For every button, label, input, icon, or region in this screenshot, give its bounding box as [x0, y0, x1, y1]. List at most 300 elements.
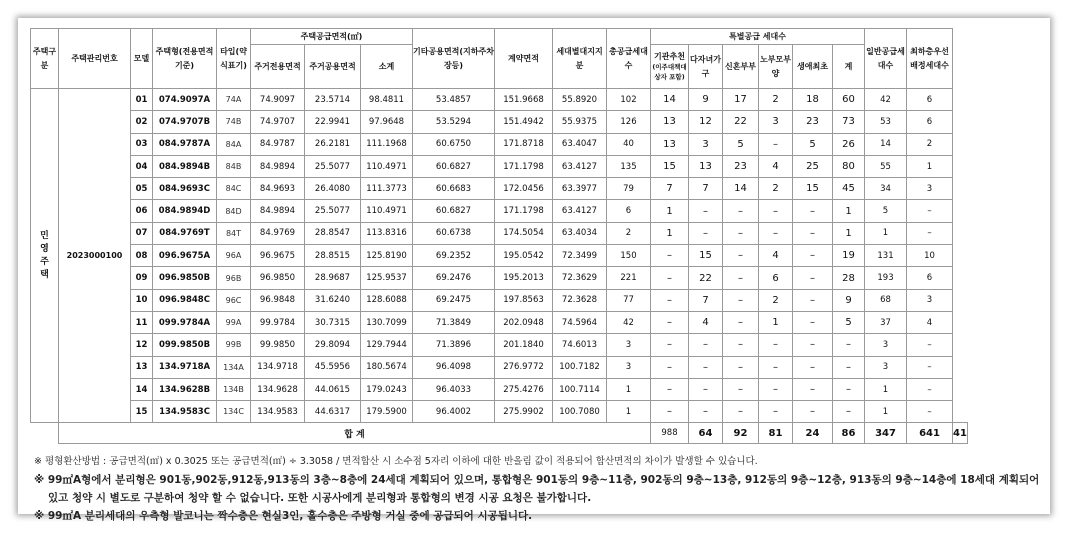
elderly-cell: 6 [759, 267, 793, 289]
document-frame [18, 18, 1050, 522]
header-model: 모델 [131, 29, 153, 89]
institution-cell: – [651, 267, 689, 289]
subtotal-cell: 97.9648 [361, 111, 413, 133]
elderly-cell: – [759, 356, 793, 378]
first-life-cell: 18 [793, 89, 833, 111]
common-area-cell: 26.2181 [305, 133, 361, 155]
subtotal-cell: 179.5900 [361, 401, 413, 423]
housing-type-cell: 084.9894D [153, 200, 217, 222]
housing-category-cell [31, 89, 59, 423]
common-area-cell: 23.5714 [305, 89, 361, 111]
contract-area-cell: 276.9772 [495, 356, 553, 378]
housing-type-cell: 096.9850B [153, 267, 217, 289]
newlywed-cell: – [723, 289, 759, 311]
multichild-cell: – [689, 222, 723, 244]
institution-cell: – [651, 289, 689, 311]
housing-type-cell: 074.9707B [153, 111, 217, 133]
newlywed-cell: 5 [723, 133, 759, 155]
elderly-cell: – [759, 200, 793, 222]
private-area-cell: 74.9097 [251, 89, 305, 111]
housing-type-cell: 096.9848C [153, 289, 217, 311]
elderly-cell: 4 [759, 245, 793, 267]
model-cell: 02 [131, 111, 153, 133]
note-area-conversion: ※ 평형환산방법 : 공급면적(㎡) x 0.3025 또는 공급면적(㎡) ÷ 3.3058 / 면적합산 시 소수점 5자리 이하에 대한 반올림 값이 적용되어 합산면적의 차이가 발생할 수 있습니다. [34, 456, 758, 467]
subtotal-cell: 98.4811 [361, 89, 413, 111]
footnotes [34, 453, 1044, 522]
other-common-cell: 69.2476 [413, 267, 495, 289]
general-supply-cell: 3 [865, 334, 907, 356]
private-area-cell: 134.9718 [251, 356, 305, 378]
land-share-cell: 63.4127 [553, 155, 607, 177]
common-area-cell: 28.9687 [305, 267, 361, 289]
subtotal-cell: 125.9537 [361, 267, 413, 289]
private-area-cell: 99.9784 [251, 311, 305, 333]
private-area-cell: 84.9894 [251, 200, 305, 222]
model-cell: 13 [131, 356, 153, 378]
total-units-cell: 3 [607, 356, 651, 378]
model-cell: 08 [131, 245, 153, 267]
lowest-floor-cell: 4 [907, 311, 953, 333]
type-abbr-cell: 84B [217, 155, 251, 177]
first-life-cell: – [793, 222, 833, 244]
housing-type-cell: 084.9894B [153, 155, 217, 177]
lowest-floor-cell: 1 [907, 155, 953, 177]
newlywed-cell: – [723, 267, 759, 289]
special-sum-cell: 73 [833, 111, 865, 133]
header-housing-type: 주택형(전용면적기준) [153, 29, 217, 89]
table-row [31, 289, 968, 311]
newlywed-cell: – [723, 222, 759, 244]
model-cell: 03 [131, 133, 153, 155]
housing-type-cell: 099.9784A [153, 311, 217, 333]
private-area-cell: 84.9769 [251, 222, 305, 244]
institution-cell: 7 [651, 178, 689, 200]
subtotal-cell: 130.7099 [361, 311, 413, 333]
lowest-floor-cell: – [907, 200, 953, 222]
newlywed-cell: 23 [723, 155, 759, 177]
other-common-cell: 69.2475 [413, 289, 495, 311]
type-abbr-cell: 99A [217, 311, 251, 333]
total-newlywed: 81 [759, 423, 793, 444]
other-common-cell: 96.4098 [413, 356, 495, 378]
common-area-cell: 29.8094 [305, 334, 361, 356]
table-row [31, 401, 968, 423]
land-share-cell: 63.4127 [553, 200, 607, 222]
header-multichild: 다자녀가구 [689, 45, 723, 89]
multichild-cell: 22 [689, 267, 723, 289]
total-units-cell: 150 [607, 245, 651, 267]
land-share-cell: 55.9375 [553, 111, 607, 133]
total-units-cell: 40 [607, 133, 651, 155]
lowest-floor-cell: 3 [907, 289, 953, 311]
general-supply-cell: 55 [865, 155, 907, 177]
institution-cell: – [651, 378, 689, 400]
newlywed-cell: 17 [723, 89, 759, 111]
other-common-cell: 60.6827 [413, 200, 495, 222]
other-common-cell: 60.6738 [413, 222, 495, 244]
other-common-cell: 71.3896 [413, 334, 495, 356]
private-area-cell: 96.9848 [251, 289, 305, 311]
multichild-cell: 3 [689, 133, 723, 155]
total-units-cell: 102 [607, 89, 651, 111]
total-multichild: 92 [723, 423, 759, 444]
header-supply-area-group: 주택공급면적(㎡) [251, 29, 413, 45]
general-supply-cell: 1 [865, 378, 907, 400]
table-row [31, 222, 968, 244]
land-share-cell: 63.3977 [553, 178, 607, 200]
total-units: 988 [651, 423, 689, 444]
special-sum-cell: 5 [833, 311, 865, 333]
common-area-cell: 25.5077 [305, 155, 361, 177]
contract-area-cell: 202.0948 [495, 311, 553, 333]
contract-area-cell: 195.2013 [495, 267, 553, 289]
newlywed-cell: – [723, 334, 759, 356]
general-supply-cell: 193 [865, 267, 907, 289]
model-cell: 09 [131, 267, 153, 289]
institution-cell: – [651, 311, 689, 333]
land-share-cell: 100.7080 [553, 401, 607, 423]
multichild-cell: – [689, 334, 723, 356]
special-sum-cell: – [833, 356, 865, 378]
header-institution-sub: (이주대책대상자 포함) [652, 62, 687, 81]
type-abbr-cell: 134B [217, 378, 251, 400]
subtotal-cell: 111.1968 [361, 133, 413, 155]
note-99a-layout: ※ 99㎡A형에서 분리형은 901동,902동,912동,913동의 3층~8층에 24세대 계획되어 있으며, 통합형은 901동의 9층~11층, 902동의 9층~13층, 912동의 9층~12층, 913동의 9층~14층에 18세대 계획되어 [34, 474, 1040, 486]
common-area-cell: 44.6317 [305, 401, 361, 423]
land-share-cell: 72.3629 [553, 267, 607, 289]
type-abbr-cell: 134C [217, 401, 251, 423]
type-abbr-cell: 84T [217, 222, 251, 244]
header-newlywed: 신혼부부 [723, 45, 759, 89]
header-common-area: 주거공용면적 [305, 45, 361, 89]
first-life-cell: – [793, 378, 833, 400]
type-abbr-cell: 84A [217, 133, 251, 155]
housing-mgmt-no: 2023000100 [59, 89, 131, 423]
special-sum-cell: – [833, 334, 865, 356]
model-cell: 04 [131, 155, 153, 177]
contract-area-cell: 171.8718 [495, 133, 553, 155]
note-99a-balcony: ※ 99㎡A 분리세대의 우측형 발코니는 짝수층은 현실3인, 홀수층은 주방형 거실 중에 공급되어 시공됩니다. [34, 510, 533, 522]
multichild-cell: – [689, 200, 723, 222]
first-life-cell: – [793, 356, 833, 378]
common-area-cell: 25.5077 [305, 200, 361, 222]
multichild-cell: – [689, 356, 723, 378]
institution-cell: – [651, 401, 689, 423]
lowest-floor-cell: 6 [907, 111, 953, 133]
header-institution [651, 45, 689, 89]
common-area-cell: 44.0615 [305, 378, 361, 400]
table-row [31, 133, 968, 155]
other-common-cell: 96.4002 [413, 401, 495, 423]
general-supply-cell: 1 [865, 222, 907, 244]
special-sum-cell: 28 [833, 267, 865, 289]
newlywed-cell: 14 [723, 178, 759, 200]
table-row [31, 178, 968, 200]
first-life-cell: – [793, 267, 833, 289]
newlywed-cell: – [723, 356, 759, 378]
common-area-cell: 28.8515 [305, 245, 361, 267]
first-life-cell: 15 [793, 178, 833, 200]
common-area-cell: 22.9941 [305, 111, 361, 133]
total-units-cell: 221 [607, 267, 651, 289]
land-share-cell: 72.3628 [553, 289, 607, 311]
subtotal-cell: 125.8190 [361, 245, 413, 267]
private-area-cell: 134.9583 [251, 401, 305, 423]
contract-area-cell: 172.0456 [495, 178, 553, 200]
contract-area-cell: 171.1798 [495, 155, 553, 177]
land-share-cell: 63.4034 [553, 222, 607, 244]
general-supply-cell: 1 [865, 401, 907, 423]
first-life-cell: – [793, 311, 833, 333]
general-supply-cell: 53 [865, 111, 907, 133]
lowest-floor-cell: 6 [907, 89, 953, 111]
institution-cell: – [651, 245, 689, 267]
multichild-cell: 7 [689, 289, 723, 311]
elderly-cell: 2 [759, 89, 793, 111]
type-abbr-cell: 96B [217, 267, 251, 289]
type-abbr-cell: 134A [217, 356, 251, 378]
elderly-cell: 2 [759, 289, 793, 311]
type-abbr-cell: 84D [217, 200, 251, 222]
header-private-area: 주거전용면적 [251, 45, 305, 89]
total-units-cell: 135 [607, 155, 651, 177]
first-life-cell: 5 [793, 133, 833, 155]
table-row [31, 311, 968, 333]
other-common-cell: 53.5294 [413, 111, 495, 133]
header-institution-label: 기관추천 [654, 51, 685, 61]
land-share-cell: 74.5964 [553, 311, 607, 333]
lowest-floor-cell: – [907, 356, 953, 378]
lowest-floor-cell: 10 [907, 245, 953, 267]
first-life-cell: – [793, 200, 833, 222]
other-common-cell: 53.4857 [413, 89, 495, 111]
type-abbr-cell: 99B [217, 334, 251, 356]
total-first-life: 86 [833, 423, 865, 444]
other-common-cell: 60.6683 [413, 178, 495, 200]
institution-cell: – [651, 356, 689, 378]
type-abbr-cell: 74B [217, 111, 251, 133]
newlywed-cell: – [723, 401, 759, 423]
special-sum-cell: 19 [833, 245, 865, 267]
multichild-cell: 4 [689, 311, 723, 333]
newlywed-cell: 22 [723, 111, 759, 133]
contract-area-cell: 151.9668 [495, 89, 553, 111]
model-cell: 11 [131, 311, 153, 333]
table-row [31, 334, 968, 356]
header-contract-area: 계약면적 [495, 29, 553, 89]
housing-type-cell: 099.9850B [153, 334, 217, 356]
first-life-cell: 25 [793, 155, 833, 177]
total-units-cell: 6 [607, 200, 651, 222]
institution-cell: 15 [651, 155, 689, 177]
model-cell: 12 [131, 334, 153, 356]
elderly-cell: 1 [759, 311, 793, 333]
subtotal-cell: 129.7944 [361, 334, 413, 356]
special-sum-cell: – [833, 378, 865, 400]
table-row [31, 89, 968, 111]
subtotal-cell: 110.4971 [361, 200, 413, 222]
common-area-cell: 30.7315 [305, 311, 361, 333]
type-abbr-cell: 96C [217, 289, 251, 311]
other-common-cell: 69.2352 [413, 245, 495, 267]
total-units-cell: 3 [607, 334, 651, 356]
general-supply-cell: 37 [865, 311, 907, 333]
header-other-common: 기타공용면적(지하주차장등) [413, 29, 495, 89]
subtotal-cell: 110.4971 [361, 155, 413, 177]
note-99a-layout-cont: 있고 청약 시 별도로 구분하여 청약 할 수 없습니다. 또한 시공사에게 분리형과 통합형의 변경 시공 요청은 불가합니다. [48, 492, 592, 504]
header-elderly: 노부모부양 [759, 45, 793, 89]
model-cell: 10 [131, 289, 153, 311]
institution-cell: – [651, 334, 689, 356]
general-supply-cell: 131 [865, 245, 907, 267]
special-sum-cell: 9 [833, 289, 865, 311]
lowest-floor-cell: 2 [907, 133, 953, 155]
total-units-cell: 1 [607, 378, 651, 400]
common-area-cell: 31.6240 [305, 289, 361, 311]
multichild-cell: 12 [689, 111, 723, 133]
lowest-floor-cell: – [907, 378, 953, 400]
header-mgmt-no: 주택관리번호 [59, 29, 131, 89]
housing-type-cell: 084.9693C [153, 178, 217, 200]
subtotal-cell: 111.3773 [361, 178, 413, 200]
first-life-cell: 23 [793, 111, 833, 133]
first-life-cell: – [793, 289, 833, 311]
total-units-cell: 79 [607, 178, 651, 200]
private-area-cell: 134.9628 [251, 378, 305, 400]
special-sum-cell: 45 [833, 178, 865, 200]
subtotal-cell: 180.5674 [361, 356, 413, 378]
table-row [31, 200, 968, 222]
multichild-cell: 7 [689, 178, 723, 200]
newlywed-cell: – [723, 200, 759, 222]
housing-type-cell: 134.9628B [153, 378, 217, 400]
elderly-cell: – [759, 401, 793, 423]
table-row [31, 267, 968, 289]
subtotal-cell: 128.6088 [361, 289, 413, 311]
institution-cell: 13 [651, 111, 689, 133]
total-row [31, 423, 968, 444]
land-share-cell: 63.4047 [553, 133, 607, 155]
institution-cell: 1 [651, 200, 689, 222]
subtotal-cell: 179.0243 [361, 378, 413, 400]
private-area-cell: 96.9850 [251, 267, 305, 289]
common-area-cell: 28.8547 [305, 222, 361, 244]
multichild-cell: – [689, 401, 723, 423]
contract-area-cell: 151.4942 [495, 111, 553, 133]
model-cell: 07 [131, 222, 153, 244]
housing-category: 민영주택 [40, 230, 49, 280]
multichild-cell: 13 [689, 155, 723, 177]
contract-area-cell: 171.1798 [495, 200, 553, 222]
header-special-supply-group: 특별공급 세대수 [651, 29, 865, 45]
header-subtotal: 소계 [361, 45, 413, 89]
total-special-sum: 347 [865, 423, 907, 444]
total-units-cell: 2 [607, 222, 651, 244]
contract-area-cell: 195.0542 [495, 245, 553, 267]
lowest-floor-cell: – [907, 334, 953, 356]
model-cell: 05 [131, 178, 153, 200]
total-elderly: 24 [793, 423, 833, 444]
lowest-floor-cell: – [907, 401, 953, 423]
subtotal-cell: 113.8316 [361, 222, 413, 244]
other-common-cell: 96.4033 [413, 378, 495, 400]
type-abbr-cell: 74A [217, 89, 251, 111]
elderly-cell: – [759, 222, 793, 244]
type-abbr-cell: 96A [217, 245, 251, 267]
other-common-cell: 60.6750 [413, 133, 495, 155]
type-abbr-cell: 84C [217, 178, 251, 200]
institution-cell: 13 [651, 133, 689, 155]
total-units-cell: 42 [607, 311, 651, 333]
contract-area-cell: 197.8563 [495, 289, 553, 311]
elderly-cell: 2 [759, 178, 793, 200]
total-lowest-floor: 41 [953, 423, 968, 444]
table-body [31, 89, 968, 423]
newlywed-cell: – [723, 245, 759, 267]
multichild-cell: 15 [689, 245, 723, 267]
total-institution: 64 [689, 423, 723, 444]
special-sum-cell: 1 [833, 222, 865, 244]
special-sum-cell: 60 [833, 89, 865, 111]
contract-area-cell: 275.4276 [495, 378, 553, 400]
common-area-cell: 26.4080 [305, 178, 361, 200]
housing-supply-table [30, 28, 968, 444]
contract-area-cell: 201.1840 [495, 334, 553, 356]
table-row [31, 245, 968, 267]
header-total-units: 총공급세대수 [607, 29, 651, 89]
housing-type-cell: 134.9583C [153, 401, 217, 423]
first-life-cell: – [793, 401, 833, 423]
elderly-cell: – [759, 133, 793, 155]
table-row [31, 378, 968, 400]
header-land-share: 세대별대지지분 [553, 29, 607, 89]
lowest-floor-cell: 6 [907, 267, 953, 289]
general-supply-cell: 42 [865, 89, 907, 111]
institution-cell: 1 [651, 222, 689, 244]
special-sum-cell: 1 [833, 200, 865, 222]
housing-type-cell: 084.9769T [153, 222, 217, 244]
institution-cell: 14 [651, 89, 689, 111]
table-row [31, 155, 968, 177]
newlywed-cell: – [723, 378, 759, 400]
total-units-cell: 126 [607, 111, 651, 133]
header-general-supply: 일반공급세대수 [865, 29, 907, 89]
land-share-cell: 100.7182 [553, 356, 607, 378]
header-special-sum: 계 [833, 45, 865, 89]
private-area-cell: 99.9850 [251, 334, 305, 356]
model-cell: 14 [131, 378, 153, 400]
private-area-cell: 96.9675 [251, 245, 305, 267]
special-sum-cell: – [833, 401, 865, 423]
housing-type-cell: 084.9787A [153, 133, 217, 155]
common-area-cell: 45.5956 [305, 356, 361, 378]
special-sum-cell: 26 [833, 133, 865, 155]
multichild-cell: 9 [689, 89, 723, 111]
total-general: 641 [907, 423, 953, 444]
lowest-floor-cell: – [907, 222, 953, 244]
model-cell: 15 [131, 401, 153, 423]
general-supply-cell: 68 [865, 289, 907, 311]
model-cell: 01 [131, 89, 153, 111]
total-units-cell: 77 [607, 289, 651, 311]
total-label: 합 계 [59, 423, 651, 444]
land-share-cell: 55.8920 [553, 89, 607, 111]
special-sum-cell: 80 [833, 155, 865, 177]
header-type-abbr: 타입(약식표기) [217, 29, 251, 89]
header-lowest-floor: 최하층우선배정세대수 [907, 29, 953, 89]
land-share-cell: 74.6013 [553, 334, 607, 356]
contract-area-cell: 174.5054 [495, 222, 553, 244]
